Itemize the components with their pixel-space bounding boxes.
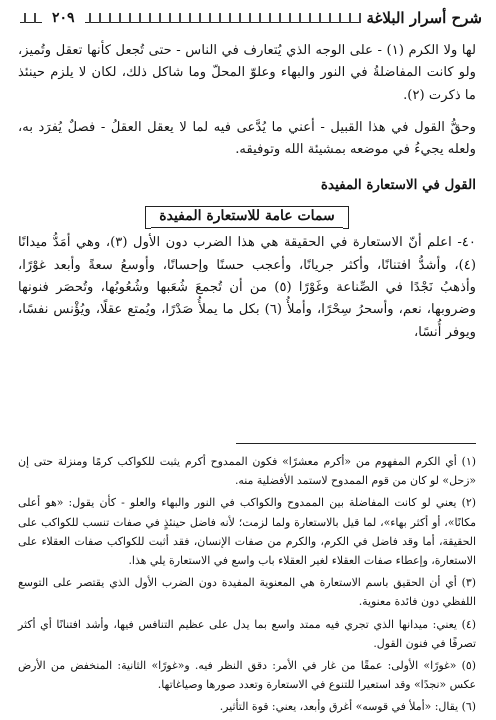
- footnote-separator: [236, 443, 476, 444]
- paragraph-2: وحقُّ القول في هذا القبيل - أعني ما يُدَّعى فيه لما لا يعقل العقلُ - فصلٌ يُفرَد به، ولعله يجيءُ في موضعه بمشيئة الله وتوفيقه.: [18, 119, 476, 158]
- paragraph-1: لها ولا الكرم (١) - على الوجه الذي يُتعارف في الناس - حتى تُجعل كأنها تعقل وتُميز، ولو كانت المفاضلةُ في النور والبهاء وعلوّ المحلّ وما شاكل ذلك، لكان لا يلزم حينئذ ما ذكرت (٢).: [18, 43, 476, 103]
- main-text: [18, 40, 476, 344]
- boxed-heading: سمات عامة للاستعارة المفيدة: [151, 206, 342, 228]
- footnote-1: (١) أي الكرم المفهوم من «أكرم معشرًا» فكون الممدوح أكرم يثبت للكواكب كرمًا ومنزلة حتى إن «زحل» لو كان من قوم الممدوح لاستمد الأفضلية منه.: [18, 455, 476, 488]
- page-number: ٢٠٩: [52, 10, 75, 26]
- footnotes: [18, 452, 476, 720]
- numbered-paragraph-40: ٤٠- اعلم أنّ الاستعارة في الحقيقة هي هذا الضرب دون الأول (٣)، وهي أمَدُّ ميدانًا (٤)، وأشدُّ افتنانًا، وأكثر جريانًا، وأعجب حسنًا وإحسانًا، وأوسعُ سعةً وأبعد غوْرًا، وأذهبُ نَجْدًا في الصِّناعة وغَوْرًا (٥) من أن تُجمعَ شُعَبها وشُعُوبُها، وتُحصَر فنونها وضروبها، نعم، وأسحرُ سِحْرًا، وأملأُ (٦) بكل ما يملأُ صَدْرًا، ويُمتع عقلًا، ويُؤْنس نفسًا، ويوفر أُنسًا،: [18, 235, 476, 340]
- running-header: [14, 4, 482, 32]
- footnote-3: (٣) أي أن الحقيق باسم الاستعارة هي المعنوية المفيدة دون الضرب الأول الذي يقتصر على التوسع اللفظي دون فائدة معنوية.: [18, 576, 476, 609]
- footnote-2: (٢) يعني لو كانت المفاضلة بين الممدوح والكواكب في النور والبهاء والعلو - كأن يقول: «هو أعلى مكانًا»، أو أكثر بهاء»، لما قيل بالاستعارة ولما لزمت؛ لأنه فاضل حينئذٍ في صفات تنسب للكواكب على الحقيقة، أما وقد فاضل في الكرم، والكرم من صفات الإنسان، فقد أثبت للكواكب صفات العقلاء على الاستعارة، وإعطاء صفات العقلاء لغير العقلاء باب واسع في الاستعارة يلي هذا.: [18, 496, 476, 568]
- header-ornament-line: [85, 13, 361, 23]
- running-title: شرح أسرار البلاغة: [366, 9, 482, 27]
- section-heading: القول في الاستعارة المفيدة: [320, 177, 476, 194]
- footnote-5: (٥) «غورًا» الأولى: عمقًا من غار في الأمر: دقق النظر فيه. و«غورًا» الثانية: المنخفض من الأرض عكس «نجدًا» وقد استعيرا للتنوع في الاستعارة وتعدد صورها وصياغاتها.: [18, 659, 476, 692]
- footnote-4: (٤) يعني: ميدانها الذي تجري فيه ممتد واسع بما يدل على عظيم التنافس فيها، وأشد افتنانًا أي أكثر تصرفًا في فنون القول.: [18, 617, 476, 650]
- boxed-heading-wrap: [18, 205, 476, 228]
- footnote-6: (٦) يقال: «أملأ في قوسه» أغرق وأبعد، يعني: قوة التأثير.: [219, 700, 476, 714]
- header-ornament-line-end: [20, 13, 42, 23]
